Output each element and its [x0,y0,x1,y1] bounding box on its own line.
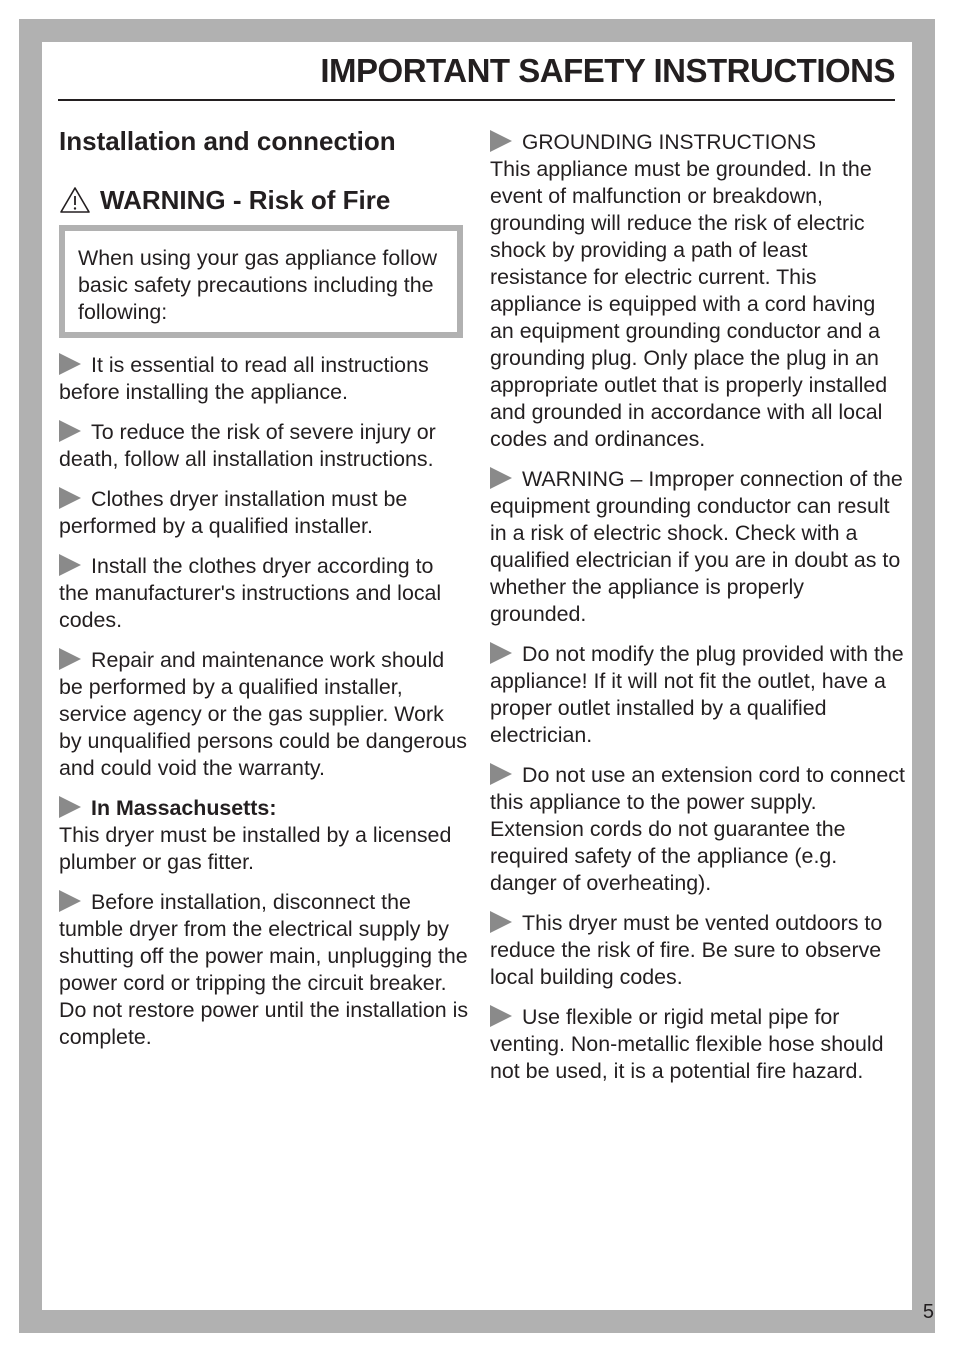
instruction-text: To reduce the risk of severe injury or death, follow all installation instructions. [59,420,436,471]
warning-box-text: When using your gas appliance follow basic safety precautions including the following: [78,246,438,324]
instruction-text: WARNING – Improper connection of the equipment grounding conductor can result in a risk of electric shock. Check with a qualified electrician if you are in doubt as to whether the appliance is properly grounded. [490,467,903,626]
instruction-item [490,641,905,749]
grounding-label: GROUNDING INSTRUCTIONS [522,131,816,154]
document-page [42,42,912,1310]
instruction-item [59,889,469,1051]
massachusetts-item [59,795,469,876]
arrow-bullet-icon [490,130,512,152]
arrow-bullet-icon [490,1005,512,1027]
warning-triangle-icon [59,186,91,214]
massachusetts-label: In Massachusetts: [91,796,277,820]
instruction-item [490,1004,905,1085]
instruction-text: Do not use an extension cord to connect this appliance to the power supply. Extension cords do not guarantee the required safety of the appliance (e.g. danger of overheating). [490,763,905,895]
instruction-item [59,647,469,782]
instruction-text: Use flexible or rigid metal pipe for venting. Non-metallic flexible hose should not be used, it is a potential fire hazard. [490,1005,884,1083]
instruction-text: Before installation, disconnect the tumble dryer from the electrical supply by shutting off the power main, unplugging the power cord or tripping the circuit breaker. Do not restore power until the installation is complete. [59,890,469,1049]
instruction-item [490,466,905,628]
instruction-item [59,553,469,634]
instruction-item [59,352,469,406]
arrow-bullet-icon [59,890,81,912]
instruction-item [490,910,905,991]
warning-box [59,225,463,338]
instruction-item [490,762,905,897]
header-rule [58,99,895,101]
instruction-text: It is essential to read all instructions before installing the appliance. [59,353,429,404]
instruction-item [59,419,469,473]
arrow-bullet-icon [59,353,81,375]
page-number: 5 [922,1301,934,1323]
left-column [59,125,469,1051]
grounding-text: This appliance must be grounded. In the event of malfunction or breakdown, grounding will reduce the risk of electric shock by providing a path of least resistance for electric current. This appliance is equipped with a cord having an equipment grounding conductor and a grounding plug. Only place the plug in an appropriate outlet that is properly installed and grounded in accordance with all local codes and ordinances. [490,157,888,451]
arrow-bullet-icon [59,554,81,576]
right-column [490,129,905,1085]
instruction-text: Do not modify the plug provided with the appliance! If it will not fit the outlet, have a proper outlet installed by a qualified electrician. [490,642,904,747]
page-header-title: IMPORTANT SAFETY INSTRUCTIONS [320,52,895,89]
instruction-text: Repair and maintenance work should be performed by a qualified installer, service agency or the gas supplier. Work by unqualified persons could be dangerous and could void the warranty. [59,648,467,780]
instruction-text: This dryer must be vented outdoors to reduce the risk of fire. Be sure to observe local building codes. [490,911,883,989]
arrow-bullet-icon [59,487,81,509]
instruction-item [59,486,469,540]
instruction-text: Install the clothes dryer according to the manufacturer's instructions and local codes. [59,554,442,632]
arrow-bullet-icon [490,467,512,489]
arrow-bullet-icon [59,648,81,670]
warning-heading [59,184,469,216]
grounding-item [490,129,905,453]
instruction-text: Clothes dryer installation must be performed by a qualified installer. [59,487,408,538]
massachusetts-text: This dryer must be installed by a licensed plumber or gas fitter. [59,823,452,874]
arrow-bullet-icon [59,796,81,818]
arrow-bullet-icon [490,911,512,933]
arrow-bullet-icon [59,420,81,442]
arrow-bullet-icon [490,763,512,785]
arrow-bullet-icon [490,642,512,664]
warning-title: WARNING - Risk of Fire [100,185,391,215]
section-title: Installation and connection [59,126,396,156]
